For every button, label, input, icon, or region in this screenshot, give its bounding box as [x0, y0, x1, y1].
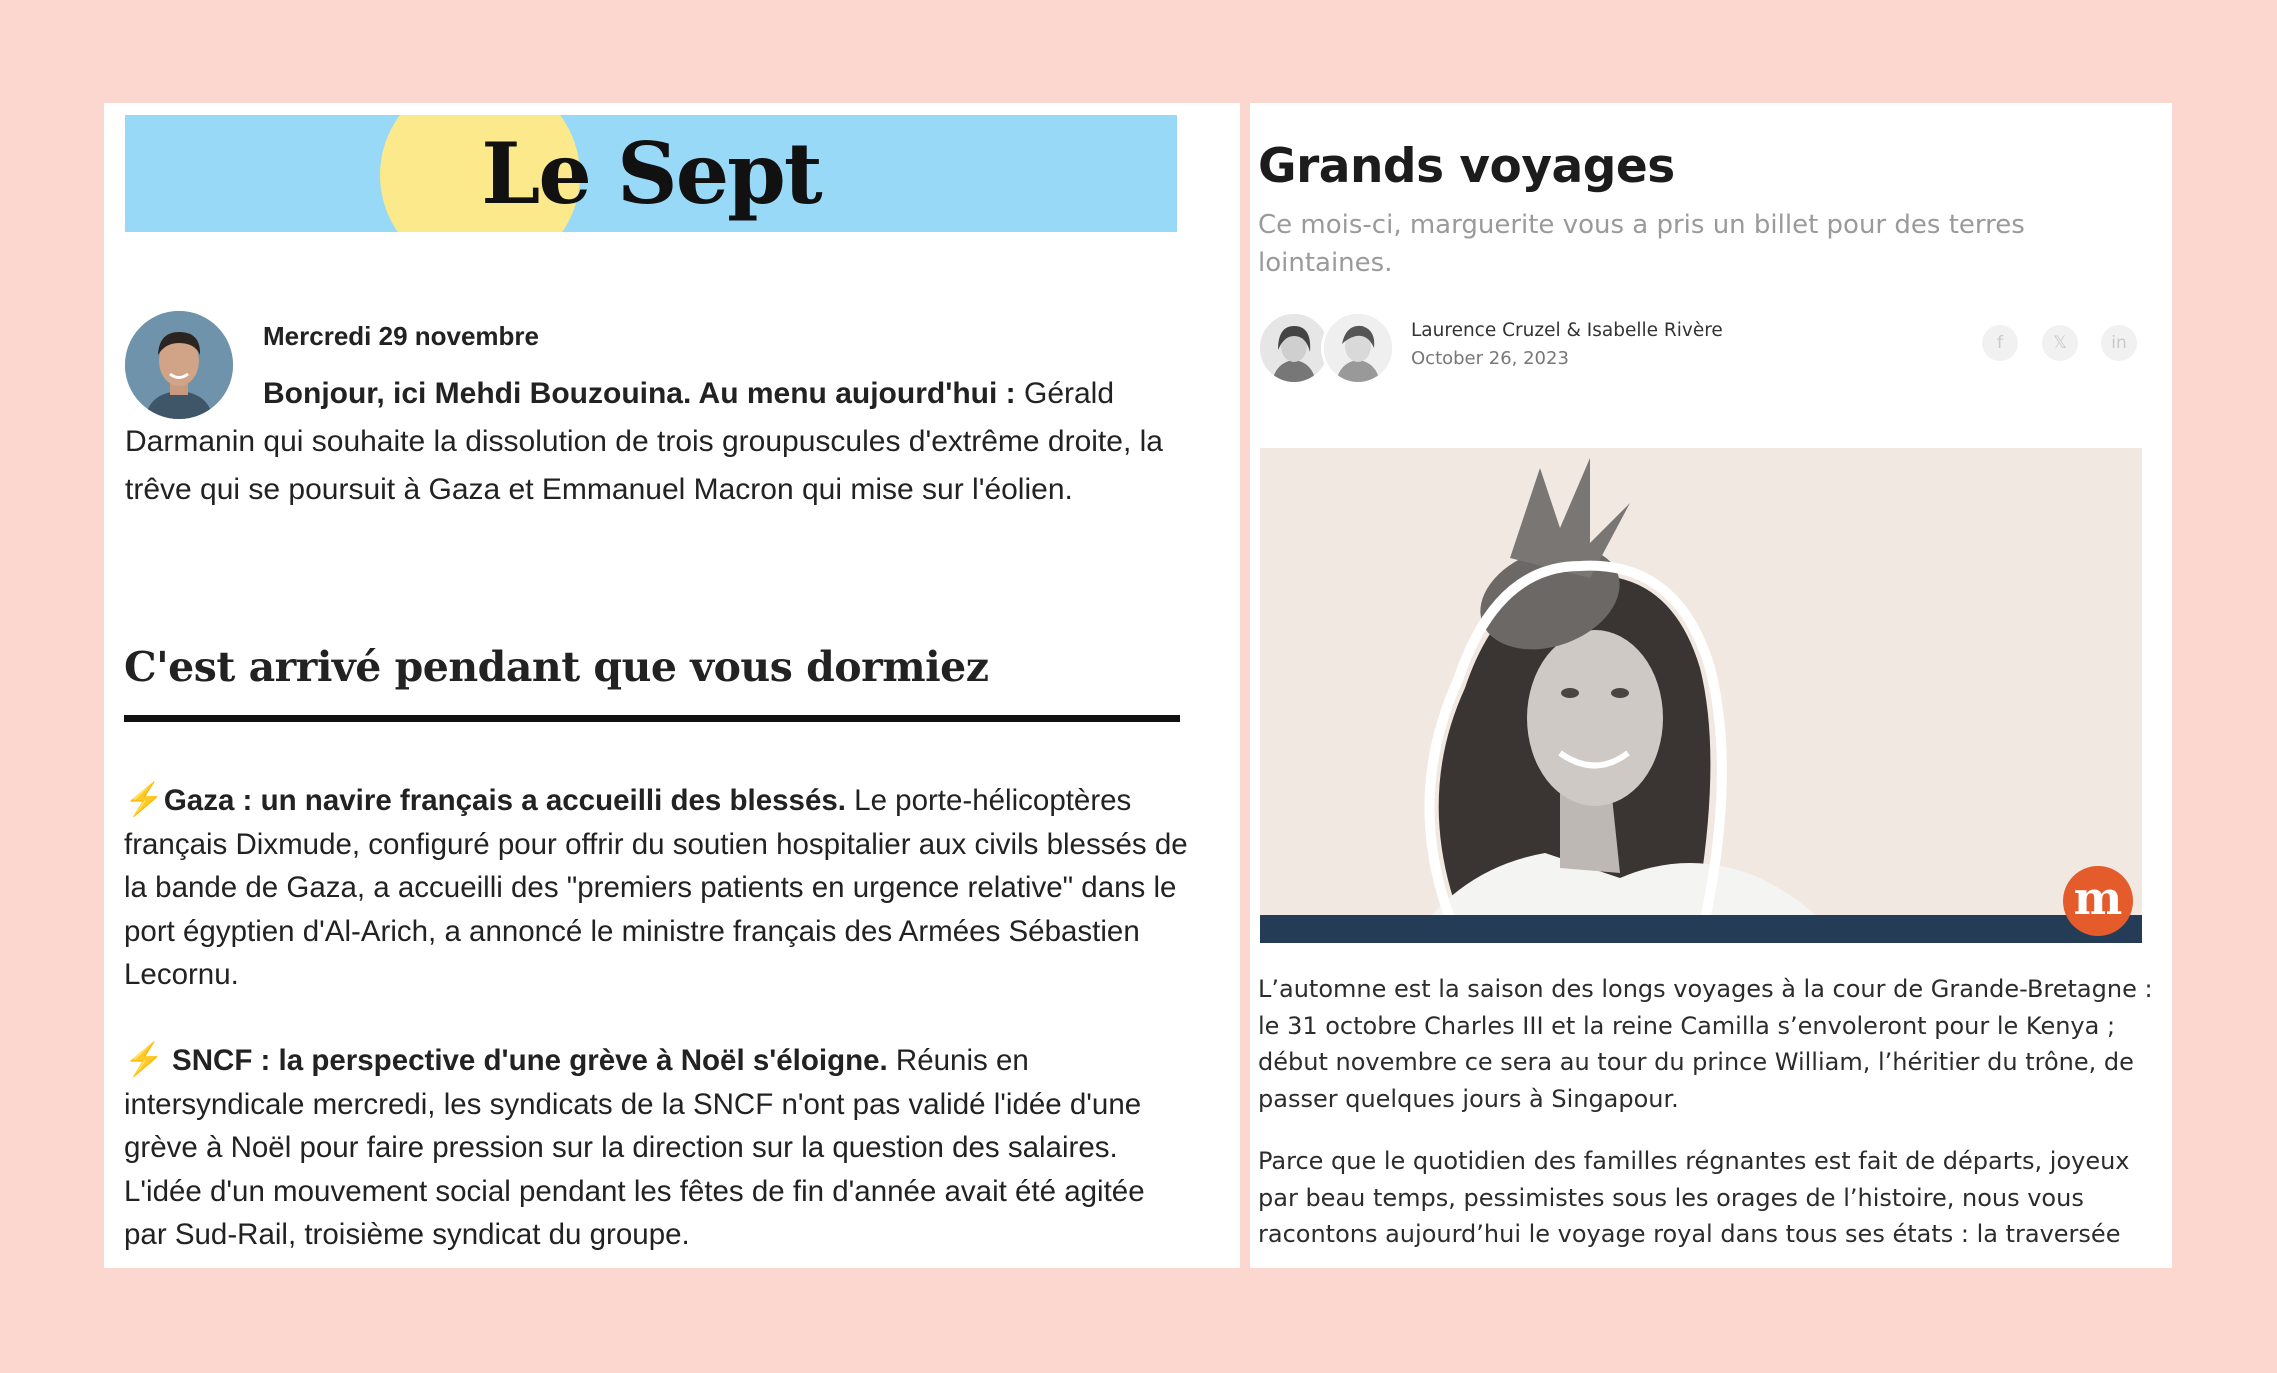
news-text: Réunis en intersyndicale mercredi, les syndicats de la SNCF n'ont pas validé l'idée d'une grève à Noël pour faire pression sur la direction sur la question des salaires. L'idée d'un mouvement social pendant les fêtes de fin d'année avait été agitée par Sud-Rail, troisième syndicat du groupe.: [124, 1044, 1145, 1251]
article-title: Grands voyages: [1258, 139, 1675, 194]
grands-voyages-article-panel: [1250, 103, 2172, 1268]
news-headline: Gaza : un navire français a accueilli des blessés.: [163, 784, 846, 817]
masthead-banner: [125, 115, 1177, 232]
section-divider: [124, 715, 1180, 722]
linkedin-share-icon[interactable]: in: [2101, 325, 2137, 361]
intro-summary: Gérald Darmanin qui souhaite la dissolution de trois groupuscules d'extrême droite, la trêve qui se poursuit à Gaza et Emmanuel Macron qui mise sur l'éolien.: [125, 377, 1163, 506]
masthead-title: Le Sept: [481, 124, 821, 223]
lightning-icon: ⚡: [124, 781, 164, 817]
intro-paragraph: [125, 370, 1185, 514]
hero-image: [1260, 448, 2142, 943]
intro-greeting: Bonjour, ici Mehdi Bouzouina. Au menu aujourd'hui :: [263, 377, 1016, 410]
hero-bottom-band: [1260, 915, 2142, 943]
newsletter-date: Mercredi 29 novembre: [263, 321, 540, 351]
article-authors[interactable]: Laurence Cruzel & Isabelle Rivère: [1411, 320, 1723, 341]
section-title: C'est arrivé pendant que vous dormiez: [124, 643, 989, 691]
article-date: October 26, 2023: [1411, 348, 1569, 369]
author-avatar-isabelle: [1321, 311, 1395, 385]
news-item: [124, 778, 1194, 997]
news-headline: SNCF : la perspective d'une grève à Noël s'éloigne.: [163, 1044, 888, 1077]
le-sept-newsletter-panel: [104, 103, 1240, 1268]
marguerite-logo: m: [2063, 866, 2133, 936]
news-item: [124, 1038, 1194, 1257]
lightning-icon: ⚡: [124, 1041, 164, 1077]
article-paragraph: Parce que le quotidien des familles régnantes est fait de départs, joyeux par beau temps, pessimistes sous les orages de l’histoire, nous vous racontons aujourd’hui le voyage royal dans tous ses états : la traversée: [1258, 1147, 2130, 1248]
x-share-icon[interactable]: 𝕏: [2042, 325, 2078, 361]
article-paragraph: L’automne est la saison des longs voyages à la cour de Grande-Bretagne : le 31 octobre Charles III et la reine Camilla s’envoleront pour le Kenya ; début novembre ce sera au tour du prince William, l’héritier du trône, de passer quelques jours à Singapour.: [1258, 975, 2153, 1113]
news-text: Le porte-hélicoptères français Dixmude, configuré pour offrir du soutien hospitalier aux civils blessés de la bande de Gaza, a accueilli des "premiers patients en urgence relative" dans le port égyptien d'Al-Arich, a annoncé le ministre français des Armées Sébastien Lecornu.: [124, 784, 1188, 991]
article-subtitle: Ce mois-ci, marguerite vous a pris un billet pour des terres lointaines.: [1258, 210, 2025, 278]
author-avatar-laurence: [1257, 311, 1331, 385]
facebook-share-icon[interactable]: f: [1982, 325, 2018, 361]
